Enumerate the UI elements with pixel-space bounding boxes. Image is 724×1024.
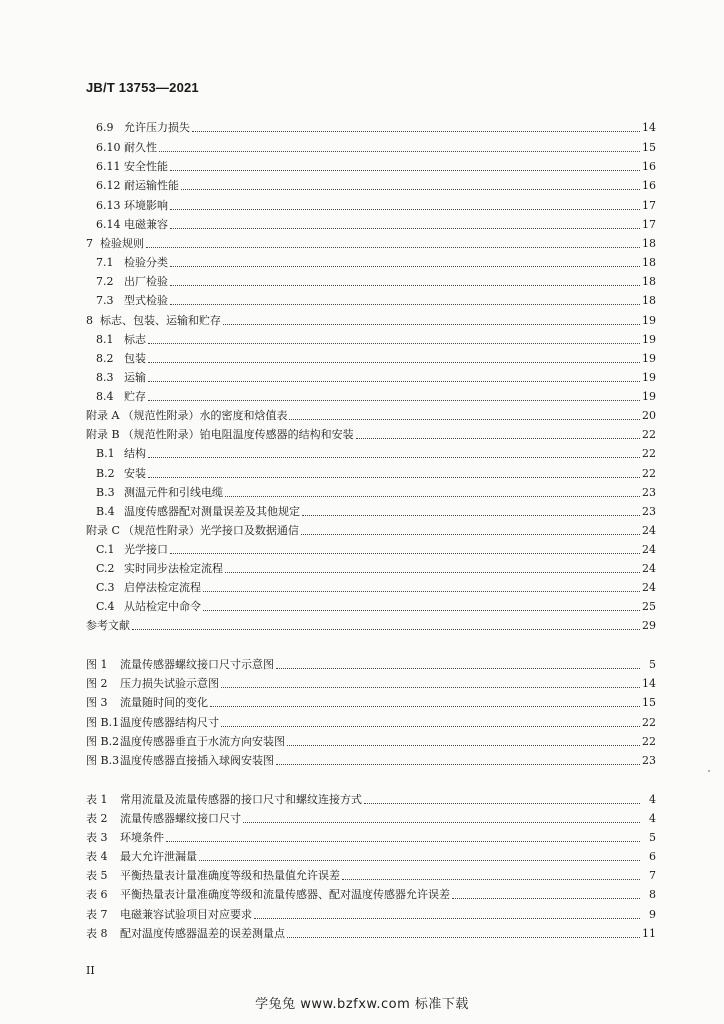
toc-entry[interactable] <box>86 809 656 826</box>
toc-entry-page: 19 <box>642 390 656 403</box>
toc-entry[interactable] <box>96 118 656 135</box>
leader-dots <box>148 399 640 401</box>
toc-entry-title: 流量随时间的变化 <box>120 696 208 709</box>
toc-entry[interactable] <box>96 196 656 213</box>
leader-dots <box>276 763 640 765</box>
toc-entry-page: 4 <box>649 812 656 825</box>
toc-entry-page: 17 <box>642 218 656 231</box>
leader-dots <box>170 552 640 554</box>
toc-entry-number: 8.3 <box>96 371 114 384</box>
toc-entry[interactable] <box>96 272 656 289</box>
toc-entry-number: 表 7 <box>86 908 108 921</box>
toc-entry-page: 19 <box>642 371 656 384</box>
toc-entry[interactable] <box>96 540 656 557</box>
toc-entry-page: 17 <box>642 199 656 212</box>
toc-entry-page: 24 <box>642 543 656 556</box>
toc-entry-number: B.1 <box>96 447 115 460</box>
toc-entry[interactable] <box>86 866 656 883</box>
site-watermark: 学兔兔 www.bzfxw.com 标准下载 <box>255 997 469 1012</box>
toc-entry-page: 19 <box>642 333 656 346</box>
toc-entry[interactable] <box>96 291 656 308</box>
toc-entry-number: C.3 <box>96 581 115 594</box>
leader-dots <box>225 495 640 497</box>
toc-entry[interactable] <box>96 215 656 232</box>
toc-entry-title: 包装 <box>124 352 146 365</box>
toc-entry-page: 24 <box>642 524 656 537</box>
toc-entry[interactable] <box>96 464 656 481</box>
toc-entry-page: 15 <box>642 141 656 154</box>
toc-entry-title: 温度传感器垂直于水流方向安装图 <box>120 735 285 748</box>
toc-entry-page: 18 <box>642 237 656 250</box>
toc-entry[interactable] <box>96 597 656 614</box>
toc-entry-title: 安全性能 <box>124 160 168 173</box>
toc-entry-page: 23 <box>642 486 656 499</box>
toc-entry-number: 附录 C <box>86 524 120 537</box>
toc-entry-title: 检验规则 <box>100 237 144 250</box>
toc-entry[interactable] <box>86 713 656 730</box>
toc-entry[interactable] <box>86 234 656 251</box>
toc-entry-page: 25 <box>642 600 656 613</box>
toc-entry-number: 表 8 <box>86 927 108 940</box>
toc-entry-number: 表 6 <box>86 888 108 901</box>
leader-dots <box>210 705 640 707</box>
leader-dots <box>181 188 640 190</box>
leader-dots <box>364 802 640 804</box>
toc-entry-title: 平衡热量表计量准确度等级和流量传感器、配对温度传感器允许误差 <box>120 888 450 901</box>
toc-entry-title: 电磁兼容试验项目对应要求 <box>120 908 252 921</box>
toc-entry-title: 型式检验 <box>124 294 168 307</box>
toc-entry-number: B.3 <box>96 486 115 499</box>
toc-entry-number: 6.13 <box>96 199 121 212</box>
toc-entry-page: 11 <box>642 927 656 940</box>
toc-entry[interactable] <box>86 311 656 328</box>
toc-entry-title: 平衡热量表计量准确度等级和热量值允许误差 <box>120 869 340 882</box>
toc-entry-title: 安装 <box>124 467 146 480</box>
toc-entry-page: 22 <box>642 716 656 729</box>
toc-entry-page: 16 <box>642 179 656 192</box>
toc-entry[interactable] <box>96 368 656 385</box>
toc-entry-title: 流量传感器螺纹接口尺寸示意图 <box>120 658 274 671</box>
toc-entry-title: （规范性附录）铂电阻温度传感器的结构和安装 <box>122 428 354 441</box>
toc-entry-title: 压力损失试验示意图 <box>120 677 219 690</box>
toc-entry-title: 温度传感器直接插入球阀安装图 <box>120 754 274 767</box>
toc-entry-page: 22 <box>642 447 656 460</box>
toc-entry-title: 电磁兼容 <box>124 218 168 231</box>
toc-entry-page: 18 <box>642 256 656 269</box>
toc-entry-number: 表 1 <box>86 793 108 806</box>
toc-entry-number: 图 1 <box>86 658 108 671</box>
toc-entry-page: 18 <box>642 275 656 288</box>
toc-entry-page: 7 <box>649 869 656 882</box>
scan-artifact <box>708 770 710 772</box>
toc-entry-number: 6.9 <box>96 121 114 134</box>
document-code-header: JB/T 13753—2021 <box>86 80 199 95</box>
leader-dots <box>289 418 640 420</box>
toc-entry-number: 8 <box>86 314 93 327</box>
toc-entry-title: 启停法检定流程 <box>124 581 201 594</box>
toc-entry-number: B.4 <box>96 505 115 518</box>
leader-dots <box>148 380 640 382</box>
toc-entry-page: 15 <box>642 696 656 709</box>
toc-entry-page: 14 <box>642 121 656 134</box>
leader-dots <box>203 590 640 592</box>
toc-entry-title: 配对温度传感器温差的误差测量点 <box>120 927 285 940</box>
toc-entry-number: 图 B.1 <box>86 716 120 729</box>
leader-dots <box>221 725 640 727</box>
toc-entry-title: 标志 <box>124 333 146 346</box>
toc-entry-page: 20 <box>642 409 656 422</box>
leader-dots <box>170 227 640 229</box>
leader-dots <box>342 878 640 880</box>
leader-dots <box>356 437 640 439</box>
toc-entry[interactable] <box>96 349 656 366</box>
toc-entry-title: 检验分类 <box>124 256 168 269</box>
toc-entry[interactable] <box>96 444 656 461</box>
toc-entry-title: 光学接口 <box>124 543 168 556</box>
leader-dots <box>254 917 640 919</box>
toc-entry-title: 允许压力损失 <box>124 121 190 134</box>
toc-entry[interactable] <box>86 406 656 423</box>
toc-entry-number: 6.10 <box>96 141 121 154</box>
toc-entry-number: 8.2 <box>96 352 114 365</box>
toc-entry[interactable] <box>86 521 656 538</box>
toc-entry-page: 8 <box>649 888 656 901</box>
toc-entry-page: 5 <box>649 658 656 671</box>
toc-entry-page: 4 <box>649 793 656 806</box>
leader-dots <box>159 150 640 152</box>
toc-entry[interactable] <box>96 387 656 404</box>
toc-entry[interactable] <box>96 176 656 193</box>
toc-entry-number: 表 3 <box>86 831 108 844</box>
toc-entry-title: 耐运输性能 <box>124 179 179 192</box>
leader-dots <box>170 208 640 210</box>
leader-dots <box>301 533 640 535</box>
leader-dots <box>148 361 640 363</box>
leader-dots <box>170 265 640 267</box>
toc-entry-title: 参考文献 <box>86 619 130 632</box>
toc-entry-title: 贮存 <box>124 390 146 403</box>
leader-dots <box>221 686 640 688</box>
leader-dots <box>199 859 640 861</box>
toc-entry-title: 运输 <box>124 371 146 384</box>
toc-entry[interactable] <box>96 253 656 270</box>
toc-entry-number: C.2 <box>96 562 115 575</box>
toc-entry-number: 表 5 <box>86 869 108 882</box>
toc-entry-number: 8.1 <box>96 333 114 346</box>
leader-dots <box>287 744 640 746</box>
toc-entry[interactable] <box>96 578 656 595</box>
leader-dots <box>146 246 640 248</box>
toc-entry-number: 8.4 <box>96 390 114 403</box>
leader-dots <box>203 609 640 611</box>
toc-entry-title: 最大允许泄漏量 <box>120 850 197 863</box>
leader-dots <box>452 897 640 899</box>
leader-dots <box>192 130 640 132</box>
toc-entry-title: （规范性附录）光学接口及数据通信 <box>122 524 299 537</box>
toc-entry[interactable] <box>86 847 656 864</box>
toc-entry[interactable] <box>96 138 656 155</box>
toc-entry-number: 图 B.3 <box>86 754 120 767</box>
leader-dots <box>148 456 640 458</box>
leader-dots <box>170 284 640 286</box>
toc-entry-page: 23 <box>642 505 656 518</box>
toc-entry[interactable] <box>86 674 656 691</box>
toc-entry[interactable] <box>86 924 656 941</box>
leader-dots <box>225 571 640 573</box>
toc-entry-title: 温度传感器结构尺寸 <box>120 716 219 729</box>
toc-entry-page: 5 <box>649 831 656 844</box>
toc-entry-number: 图 2 <box>86 677 108 690</box>
toc-entry[interactable] <box>96 157 656 174</box>
toc-entry[interactable] <box>86 425 656 442</box>
toc-entry-title: 从站检定中命令 <box>124 600 201 613</box>
toc-entry-title: 测温元件和引线电缆 <box>124 486 223 499</box>
toc-entry[interactable] <box>86 885 656 902</box>
toc-entry[interactable] <box>86 732 656 749</box>
toc-entry-number: 6.11 <box>96 160 121 173</box>
toc-entry-page: 22 <box>642 467 656 480</box>
toc-entry[interactable] <box>86 905 656 922</box>
leader-dots <box>170 303 640 305</box>
toc-entry-page: 24 <box>642 562 656 575</box>
toc-entry-number: 表 2 <box>86 812 108 825</box>
leader-dots <box>148 476 640 478</box>
toc-entry-number: 7 <box>86 237 93 250</box>
toc-entry-page: 16 <box>642 160 656 173</box>
toc-entry-number: C.4 <box>96 600 115 613</box>
toc-entry-number: 7.3 <box>96 294 114 307</box>
toc-entry[interactable] <box>86 828 656 845</box>
toc-entry-number: 7.1 <box>96 256 114 269</box>
leader-dots <box>166 840 640 842</box>
toc-entry-page: 24 <box>642 581 656 594</box>
toc-entry-page: 18 <box>642 294 656 307</box>
toc-entry-title: （规范性附录）水的密度和焓值表 <box>122 409 288 422</box>
toc-entry-page: 19 <box>642 314 656 327</box>
toc-entry-page: 23 <box>642 754 656 767</box>
toc-entry[interactable] <box>86 790 656 807</box>
toc-entry-number: C.1 <box>96 543 115 556</box>
toc-entry-number: 附录 B <box>86 428 120 441</box>
toc-entry-page: 29 <box>642 619 656 632</box>
toc-entry[interactable] <box>86 655 656 672</box>
toc-entry-title: 环境影响 <box>124 199 168 212</box>
toc-entry-title: 环境条件 <box>120 831 164 844</box>
toc-entry-page: 14 <box>642 677 656 690</box>
toc-entry-number: 附录 A <box>86 409 120 422</box>
toc-entry-number: B.2 <box>96 467 115 480</box>
toc-entry[interactable] <box>96 559 656 576</box>
toc-entry-title: 标志、包装、运输和贮存 <box>100 314 221 327</box>
toc-entry-title: 温度传感器配对测量误差及其他规定 <box>124 505 300 518</box>
toc-entry[interactable] <box>96 502 656 519</box>
toc-entry-title: 流量传感器螺纹接口尺寸 <box>120 812 241 825</box>
toc-entry[interactable] <box>86 616 656 633</box>
toc-entry[interactable] <box>86 751 656 768</box>
toc-entry-title: 实时同步法检定流程 <box>124 562 223 575</box>
toc-entry-title: 常用流量及流量传感器的接口尺寸和螺纹连接方式 <box>120 793 362 806</box>
toc-entry-page: 22 <box>642 428 656 441</box>
toc-entry-number: 图 3 <box>86 696 108 709</box>
toc-entry-number: 6.14 <box>96 218 121 231</box>
leader-dots <box>302 514 640 516</box>
toc-entry-number: 7.2 <box>96 275 114 288</box>
leader-dots <box>287 936 640 938</box>
toc-entry-page: 6 <box>649 850 656 863</box>
toc-entry[interactable] <box>86 693 656 710</box>
toc-entry-title: 耐久性 <box>124 141 157 154</box>
toc-entry[interactable] <box>96 483 656 500</box>
toc-entry-page: 19 <box>642 352 656 365</box>
toc-entry-number: 6.12 <box>96 179 121 192</box>
toc-entry-title: 出厂检验 <box>124 275 168 288</box>
toc-entry[interactable] <box>96 330 656 347</box>
leader-dots <box>276 667 640 669</box>
toc-entry-number: 表 4 <box>86 850 108 863</box>
toc-entry-number: 图 B.2 <box>86 735 120 748</box>
toc-entry-page: 22 <box>642 735 656 748</box>
toc-entry-title: 结构 <box>124 447 146 460</box>
leader-dots <box>132 628 640 630</box>
toc-entry-page: 9 <box>649 908 656 921</box>
page-number: II <box>86 964 95 977</box>
leader-dots <box>243 821 640 823</box>
leader-dots <box>223 323 640 325</box>
leader-dots <box>170 169 640 171</box>
leader-dots <box>148 342 640 344</box>
